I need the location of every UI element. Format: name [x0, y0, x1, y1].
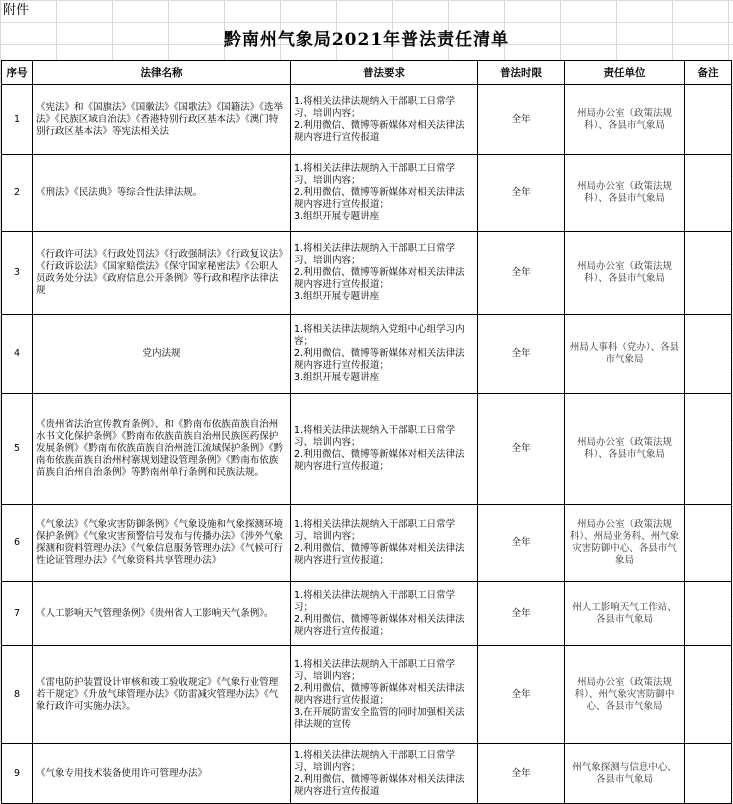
period-cell: 全年: [478, 315, 565, 394]
unit-cell: 州局办公室（政策法规科）、各县市气象局: [565, 394, 685, 505]
column-header-period: 普法时限: [478, 61, 565, 85]
note-cell: [685, 582, 732, 646]
note-cell: [685, 744, 732, 804]
unit-cell: 州局办公室（政策法规科）、州局业务科、州气象灾害防御中心、各县市气象局: [565, 505, 685, 582]
requirement-cell: 1.将相关法律法规纳入干部职工日常学习、培训内容； 2.利用微信、微博等新媒体对相关法律法规内容进行宣传报道；: [291, 394, 478, 505]
period-cell: 全年: [478, 744, 565, 804]
note-cell: [685, 646, 732, 744]
law-name-cell: 《气象专用技术装备使用许可管理办法》: [33, 744, 291, 804]
unit-cell: 州局人事科（党办）、各县市气象局: [565, 315, 685, 394]
requirement-cell: 1.将相关法律法规纳入干部职工日常学习、培训内容； 2.利用微信、微博等新媒体对相关法律法规内容进行宣传报道: [291, 744, 478, 804]
period-cell: 全年: [478, 85, 565, 155]
requirement-cell: 1.将相关法律法规纳入干部职工日常学习、培训内容； 2.利用微信、微博等新媒体对相关法律法规内容进行宣传报道: [291, 85, 478, 155]
unit-cell: 州人工影响天气工作站、各县市气象局: [565, 582, 685, 646]
unit-cell: 州气象探测与信息中心、各县市气象局: [565, 744, 685, 804]
law-name-cell: 《贵州省法治宣传教育条例》、和《黔南布依族苗族自治州水书文化保护条例》《黔南布依族苗族自治州民族医药保护发展条例》《黔南布依族苗族自治州涟江流域保护条例》《黔南布依族苗族自治州村寨规划建设管理条例》《黔南布依族苗族自治州自治条例》等黔南州单行条例和民族法规。: [33, 394, 291, 505]
law-name-cell: 《宪法》和《国旗法》《国徽法》《国歌法》《国籍法》《选举法》《民族区域自治法》《香港特别行政区基本法》《澳门特别行政区基本法》等宪法相关法: [33, 85, 291, 155]
row-number: 9: [2, 744, 33, 804]
unit-cell: 州局办公室（政策法规科）、各县市气象局: [565, 155, 685, 232]
law-name-cell: 党内法规: [33, 315, 291, 394]
law-name-cell: 《行政许可法》《行政处罚法》《行政强制法》《行政复议法》《行政诉讼法》《国家赔偿法》《保守国家秘密法》《公职人员政务处分法》《政府信息公开条例》等行政和程序法律法规: [33, 232, 291, 315]
attachment-label: 附件: [3, 2, 33, 20]
table-row: [2, 505, 732, 582]
period-cell: 全年: [478, 232, 565, 315]
responsibility-table: [1, 60, 732, 804]
table-row: [2, 646, 732, 744]
table-row: [2, 85, 732, 155]
row-number: 7: [2, 582, 33, 646]
note-cell: [685, 85, 732, 155]
table-row: [2, 315, 732, 394]
column-header-law: 法律名称: [33, 61, 291, 85]
period-cell: 全年: [478, 646, 565, 744]
note-cell: [685, 155, 732, 232]
requirement-cell: 1.将相关法律法规纳入干部职工日常学习、培训内容； 2.利用微信、微博等新媒体对相关法律法规内容进行宣传报道；: [291, 505, 478, 582]
note-cell: [685, 315, 732, 394]
table-row: [2, 232, 732, 315]
unit-cell: 州局办公室（政策法规科）、各县市气象局: [565, 85, 685, 155]
page-title: 黔南州气象局2021年普法责任清单: [223, 30, 510, 50]
row-number: 6: [2, 505, 33, 582]
law-name-cell: 《刑法》《民法典》等综合性法律法规。: [33, 155, 291, 232]
note-cell: [685, 505, 732, 582]
period-cell: 全年: [478, 394, 565, 505]
law-name-cell: 《雷电防护装置设计审核和竣工验收规定》《气象行业管理若干规定》《升放气球管理办法》《防雷减灾管理办法》《气象行政许可实施办法》。: [33, 646, 291, 744]
table-row: [2, 155, 732, 232]
note-cell: [685, 394, 732, 505]
row-number: 3: [2, 232, 33, 315]
requirement-cell: 1.将相关法律法规纳入干部职工日常学习、培训内容； 2.利用微信、微博等新媒体对相关法律法规内容进行宣传报道； 3.在开展防雷安全监管的同时加强相关法律法规的宣传: [291, 646, 478, 744]
requirement-cell: 1.将相关法律法规纳入干部职工日常学习、培训内容； 2.利用微信、微博等新媒体对相关法律法规内容进行宣传报道； 3.组织开展专题讲座: [291, 232, 478, 315]
requirement-cell: 1.将相关法律法规纳入党组中心组学习内容； 2.利用微信、微博等新媒体对相关法律法规内容进行宣传报道； 3.组织开展专题讲座: [291, 315, 478, 394]
row-number: 4: [2, 315, 33, 394]
table-row: [2, 582, 732, 646]
period-cell: 全年: [478, 505, 565, 582]
table-row: [2, 394, 732, 505]
row-number: 1: [2, 85, 33, 155]
column-header-no: 序号: [2, 61, 33, 85]
unit-cell: 州局办公室（政策法规科）、州气象灾害防御中心、各县市气象局: [565, 646, 685, 744]
row-number: 8: [2, 646, 33, 744]
law-name-cell: 《气象法》《气象灾害防御条例》《气象设施和气象探测环境保护条例》《气象灾害预警信号发布与传播办法》《涉外气象探测和资料管理办法》《气象信息服务管理办法》《气候可行性论证管理办法》《气象资料共享管理办法》: [33, 505, 291, 582]
row-number: 2: [2, 155, 33, 232]
column-header-note: 备注: [685, 61, 732, 85]
table-row: [2, 744, 732, 804]
column-header-unit: 责任单位: [565, 61, 685, 85]
period-cell: 全年: [478, 155, 565, 232]
column-header-requirement: 普法要求: [291, 61, 478, 85]
requirement-cell: 1.将相关法律法规纳入干部职工日常学习； 2.利用微信、微博等新媒体对相关法律法规内容进行宣传报道；: [291, 582, 478, 646]
requirement-cell: 1.将相关法律法规纳入干部职工日常学习、培训内容； 2.利用微信、微博等新媒体对相关法律法规内容进行宣传报道； 3.组织开展专题讲座: [291, 155, 478, 232]
law-name-cell: 《人工影响天气管理条例》《贵州省人工影响天气条例》。: [33, 582, 291, 646]
unit-cell: 州局办公室（政策法规科）、各县市气象局: [565, 232, 685, 315]
row-number: 5: [2, 394, 33, 505]
period-cell: 全年: [478, 582, 565, 646]
table-header-row: [2, 61, 732, 85]
note-cell: [685, 232, 732, 315]
